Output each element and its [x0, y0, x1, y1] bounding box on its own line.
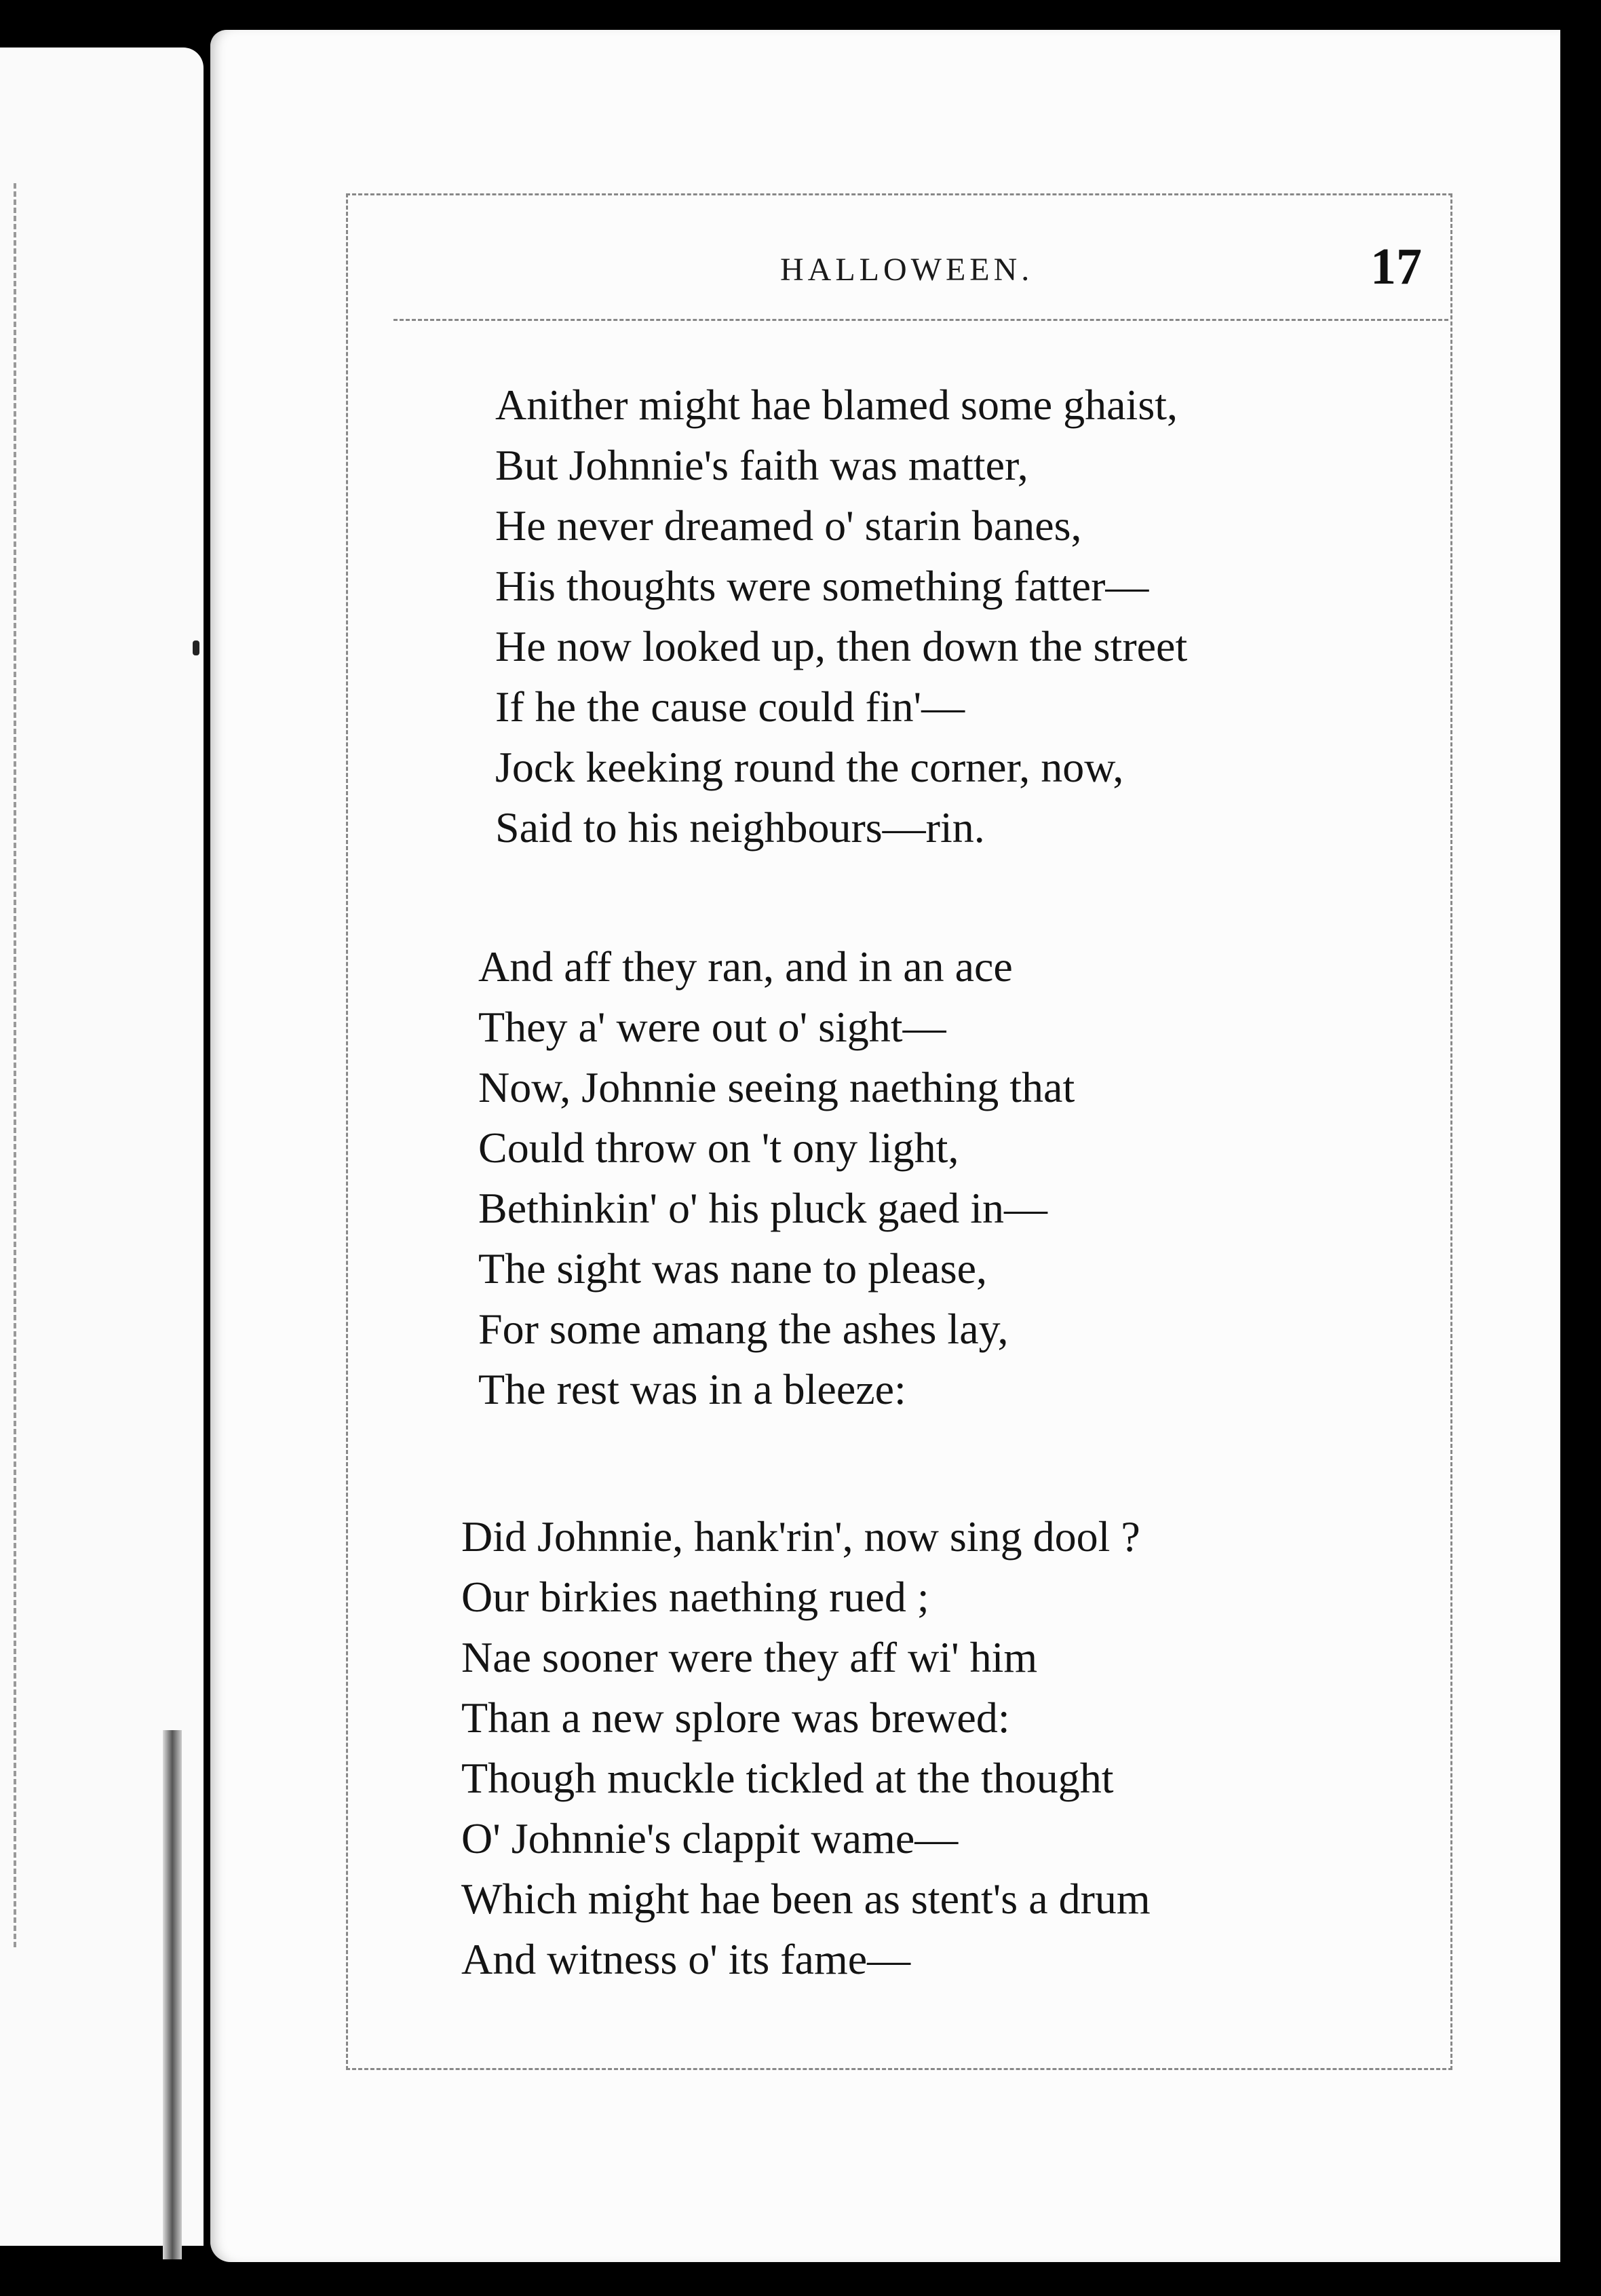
verse-line: Said to his neighbours—rin. [495, 803, 985, 852]
verse-line: For some amang the ashes lay, [478, 1305, 1009, 1353]
verse-line: Though muckle tickled at the thought [461, 1754, 1114, 1802]
verse-line: Now, Johnnie seeing naething that [478, 1063, 1075, 1111]
verse-line: If he the cause could fin'— [495, 683, 965, 731]
verse-line: The rest was in a bleeze: [478, 1365, 906, 1413]
verse-line: Than a new splore was brewed: [461, 1694, 1010, 1742]
verse-line: Bethinkin' o' his pluck gaed in— [478, 1184, 1047, 1232]
verse-line: His thoughts were something fatter— [495, 562, 1149, 610]
margin-mark [193, 640, 199, 655]
page-number: 17 [1370, 238, 1422, 295]
verse-line: Which might hae been as stent's a drum [461, 1875, 1151, 1923]
verse-line: Nae sooner were they aff wi' him [461, 1633, 1038, 1681]
header-rule [393, 319, 1448, 321]
verse-line: Our birkies naething rued ; [461, 1573, 929, 1621]
facing-page-frame-edge [14, 183, 18, 1947]
verse-line: They a' were out o' sight— [478, 1003, 946, 1051]
stanza-2 [478, 936, 1496, 1419]
verse-line: He now looked up, then down the street [495, 622, 1188, 670]
verse-line: Could throw on 't ony light, [478, 1124, 959, 1172]
verse-line: And witness o' its fame— [461, 1935, 911, 1983]
verse-line: O' Johnnie's clappit wame— [461, 1814, 959, 1862]
verse-line: Anither might hae blamed some ghaist, [495, 381, 1178, 429]
verse-line: The sight was nane to please, [478, 1244, 987, 1293]
verse-line: Did Johnnie, hank'rin', now sing dool ? [461, 1512, 1140, 1561]
verse-line: But Johnnie's faith was matter, [495, 441, 1028, 489]
running-head: HALLOWEEN. [780, 252, 1034, 288]
stanza-3 [461, 1506, 1479, 1989]
stanza-1 [495, 375, 1513, 858]
verse-line: He never dreamed o' starin banes, [495, 501, 1082, 550]
verse-line: Jock keeking round the corner, now, [495, 743, 1124, 791]
book-spine [163, 1730, 182, 2259]
verse-line: And aff they ran, and in an ace [478, 942, 1013, 991]
